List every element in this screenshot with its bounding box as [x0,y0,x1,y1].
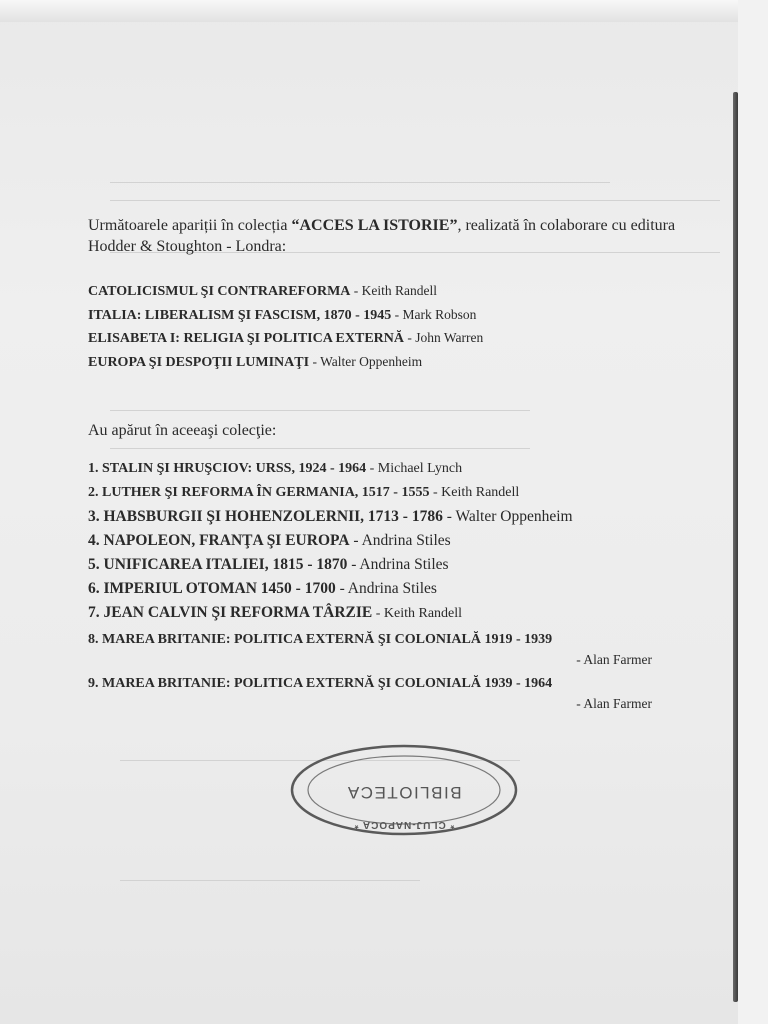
book-author: - Alan Farmer [576,696,652,711]
list-item [88,304,728,328]
book-author: - Walter Oppenheim [309,353,423,369]
book-author: - Keith Randell [372,606,463,621]
upcoming-titles-list [88,280,728,374]
book-author: - Walter Oppenheim [442,508,573,525]
bleed-through-line [120,880,420,881]
intro-paragraph [88,215,688,257]
book-author: - Andrina Stiles [347,556,449,573]
book-title: 6. IMPERIUL OTOMAN 1450 - 1700 [88,580,336,597]
book-title: ELISABETA I: RELIGIA ŞI POLITICA EXTERNĂ [88,331,405,346]
book-author: - Michael Lynch [366,461,463,476]
book-title: 1. STALIN ŞI HRUŞCIOV: URSS, 1924 - 1964 [88,461,367,476]
book-title: EUROPA ŞI DESPOŢII LUMINAŢI [88,354,310,370]
book-title: CATOLICISMUL ŞI CONTRAREFORMA [88,284,351,299]
bleed-through-line [110,410,530,411]
book-title: 9. MAREA BRITANIE: POLITICA EXTERNĂ ŞI COLONIALĂ 1939 - 1964 [88,676,553,691]
series-name: “ACCES LA ISTORIE” [291,217,458,234]
list-item [88,327,728,351]
book-author: - Keith Randell [350,283,438,298]
list-item [88,505,728,529]
intro-text-after: , realizată în colaborare cu editura Hodder & Stoughton - Londra: [88,217,676,255]
book-title: 5. UNIFICAREA ITALIEI, 1815 - 1870 [88,556,348,573]
list-item [88,601,728,626]
bleed-through-line [110,182,610,183]
published-titles-list [88,457,728,714]
stamp-bottom-text: * CLUJ-NAPOCA * [353,819,455,830]
page-top-edge [0,0,768,22]
list-item [88,457,728,481]
book-author: - Andrina Stiles [335,580,437,597]
list-item [88,351,728,375]
bleed-through-line [110,448,530,449]
list-item [88,529,728,553]
book-title: 4. NAPOLEON, FRANŢA ŞI EUROPA [88,532,350,549]
bleed-through-line [110,200,720,201]
book-author: - Alan Farmer [576,652,652,667]
list-item [88,481,728,505]
list-item [88,280,728,304]
page-right-margin [738,0,768,1024]
book-title: ITALIA: LIBERALISM ŞI FASCISM, 1870 - 1945 [88,307,392,323]
list-item [88,577,728,601]
book-title: 3. HABSBURGII ŞI HOHENZOLERNII, 1713 - 1786 [88,508,443,525]
stamp-center-text: BIBLIOTECA [346,783,462,802]
book-title: 8. MAREA BRITANIE: POLITICA EXTERNĂ ŞI COLONIALĂ 1919 - 1939 [88,632,553,647]
book-author: - John Warren [404,330,484,345]
library-stamp [288,740,520,840]
list-item [88,553,728,577]
book-author: - Mark Robson [391,306,477,322]
list-item [88,674,728,694]
book-title: 7. JEAN CALVIN ŞI REFORMA TÂRZIE [88,604,373,621]
intro-text-before: Următoarele apariții în colecția [88,217,292,234]
book-title: 2. LUTHER ŞI REFORMA ÎN GERMANIA, 1517 - 1555 [88,485,430,500]
published-section-label: Au apărut în aceeaşi colecţie: [88,422,277,439]
book-author: - Andrina Stiles [349,532,451,549]
book-author: - Keith Randell [429,485,520,500]
list-item [88,630,728,650]
